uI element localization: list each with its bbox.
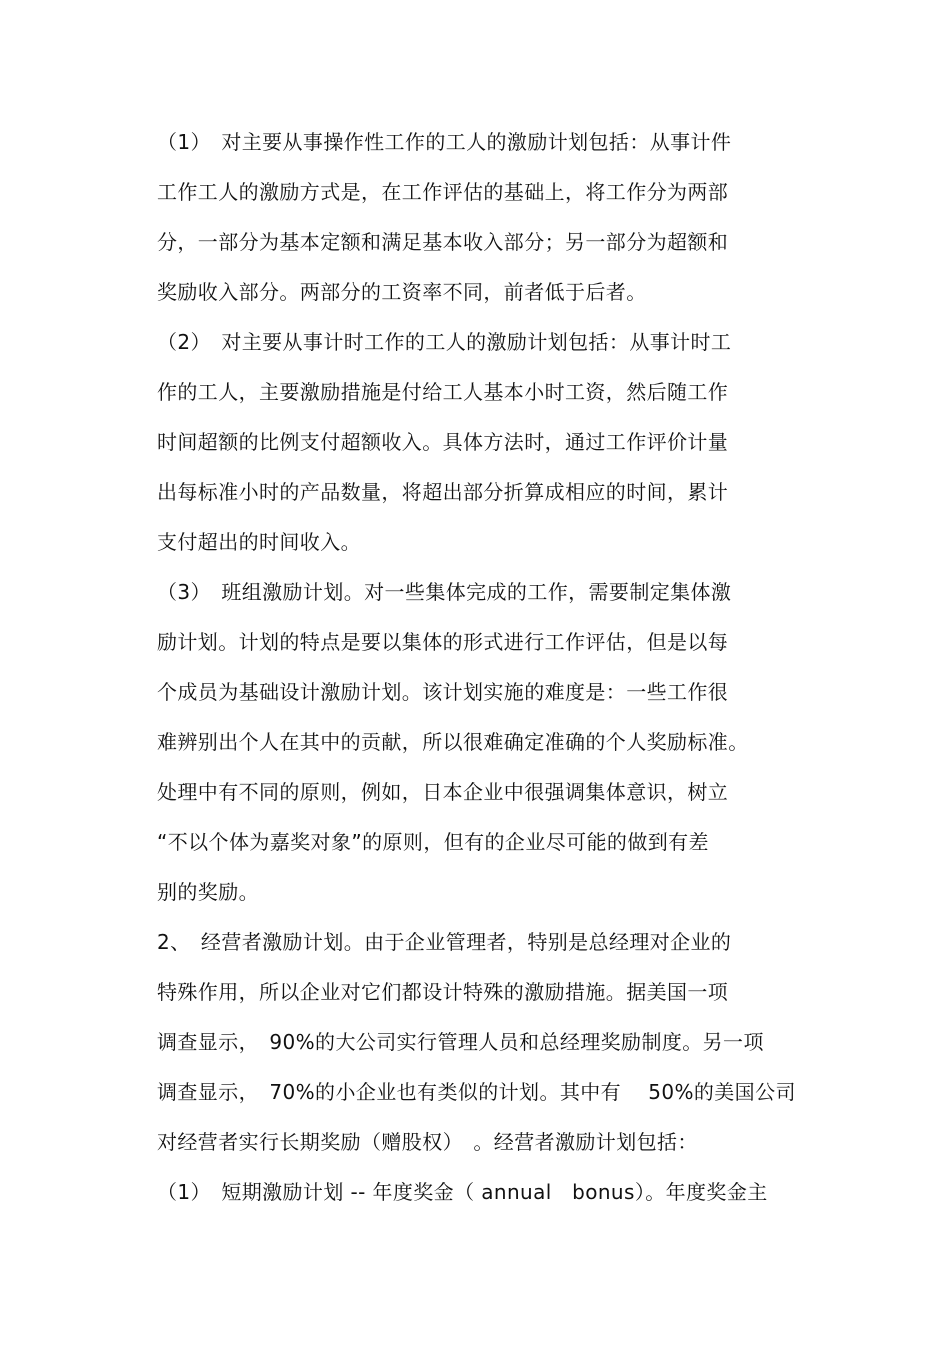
paragraph-line: （1） 短期激励计划 -- 年度奖金（ annual bonus）。年度奖金主	[157, 1180, 768, 1204]
paragraph-line: （2） 对主要从事计时工作的工人的激励计划包括：从事计时工	[157, 330, 732, 354]
paragraph-line: 工作工人的激励方式是，在工作评估的基础上，将工作分为两部	[157, 180, 729, 204]
paragraph-line: “不以个体为嘉奖对象”的原则，但有的企业尽可能的做到有差	[157, 830, 709, 854]
paragraph-line: 调查显示， 90%的大公司实行管理人员和总经理奖励制度。另一项	[157, 1030, 764, 1054]
paragraph-line: 奖励收入部分。两部分的工资率不同，前者低于后者。	[157, 280, 647, 304]
paragraph-line: 处理中有不同的原则，例如，日本企业中很强调集体意识，树立	[157, 780, 729, 804]
paragraph-line: 作的工人，主要激励措施是付给工人基本小时工资，然后随工作	[157, 380, 729, 404]
paragraph-line: 励计划。计划的特点是要以集体的形式进行工作评估，但是以每	[157, 630, 729, 654]
paragraph-line: 出每标准小时的产品数量，将超出部分折算成相应的时间，累计	[157, 480, 729, 504]
paragraph-line: （3） 班组激励计划。对一些集体完成的工作，需要制定集体激	[157, 580, 732, 604]
paragraph-line: 2、 经营者激励计划。由于企业管理者，特别是总经理对企业的	[157, 930, 732, 954]
paragraph-line: 个成员为基础设计激励计划。该计划实施的难度是：一些工作很	[157, 680, 729, 704]
paragraph-line: 时间超额的比例支付超额收入。具体方法时，通过工作评价计量	[157, 430, 729, 454]
paragraph-line: 难辨别出个人在其中的贡献，所以很难确定准确的个人奖励标准。	[157, 730, 749, 754]
paragraph-line: 调查显示， 70%的小企业也有类似的计划。其中有 50%的美国公司	[157, 1080, 796, 1104]
paragraph-line: 支付超出的时间收入。	[157, 530, 361, 554]
paragraph-line: 特殊作用，所以企业对它们都设计特殊的激励措施。据美国一项	[157, 980, 729, 1004]
paragraph-line: 分，一部分为基本定额和满足基本收入部分；另一部分为超额和	[157, 230, 729, 254]
paragraph-line: 对经营者实行长期奖励（赠股权） 。经营者激励计划包括：	[157, 1130, 698, 1154]
paragraph-line: 别的奖励。	[157, 880, 259, 904]
paragraph-line: （1） 对主要从事操作性工作的工人的激励计划包括：从事计件	[157, 130, 732, 154]
